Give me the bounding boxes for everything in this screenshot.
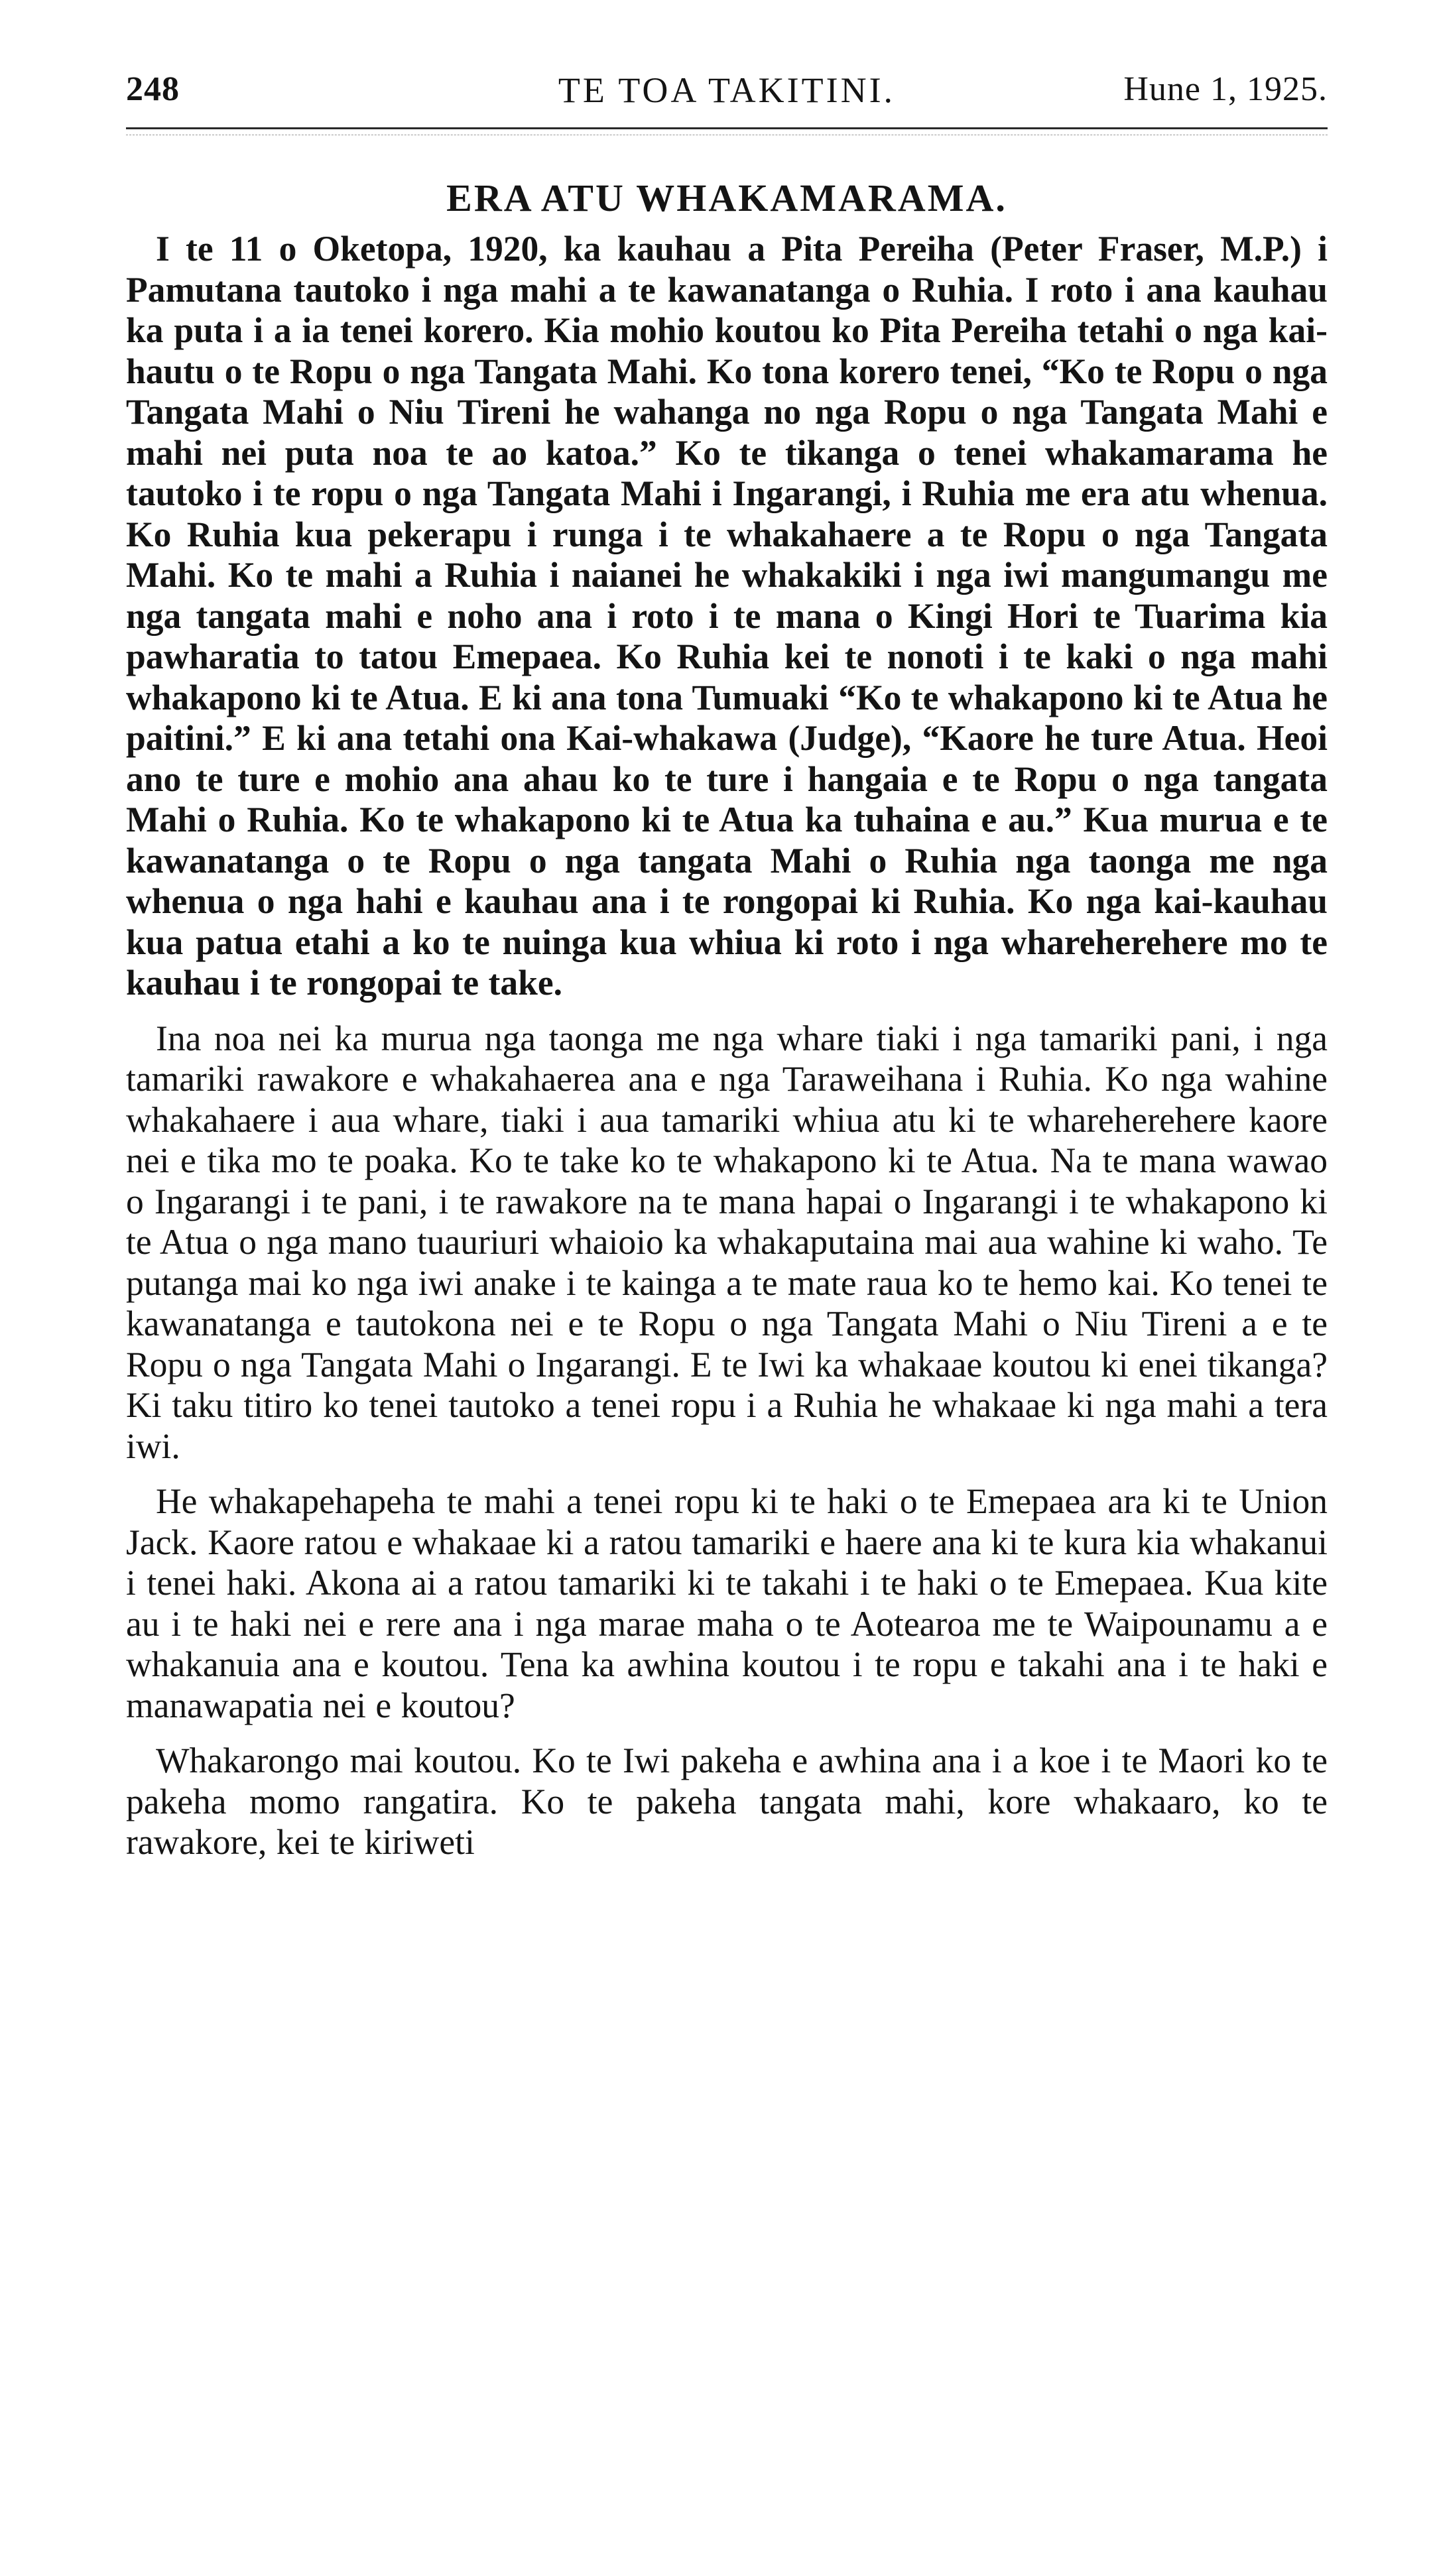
- journal-title: TE TOA TAKITINI.: [558, 70, 896, 110]
- header-rule: [126, 127, 1328, 129]
- running-header: [126, 70, 1328, 129]
- paragraph-1: I te 11 o Oketopa, 1920, ka kauhau a Pita Pereiha (Peter Fraser, M.P.) i Pamutana tautoko i nga mahi a te kawanatanga o Ruhia. I roto i ana kauhau ka puta i a ia tenei korero. Kia mohio koutou ko Pita Pereiha tetahi o nga kai-hautu o te Ropu o nga Tangata Mahi. Ko tona korero tenei, “Ko te Ropu o nga Tangata Mahi o Niu Tireni he wahanga no nga Ropu o nga Tangata Mahi e mahi nei puta noa te ao katoa.” Ko te tikanga o tenei whakamarama he tautoko i te ropu o nga Tangata Mahi i Ingarangi, i Ruhia me era atu whenua. Ko Ruhia kua pekerapu i runga i te whakahaere a te Ropu o nga Tangata Mahi. Ko te mahi a Ruhia i naianei he whakakiki i nga iwi mangumangu me nga tangata mahi e noho ana i roto i te mana o Kingi Hori te Tuarima kia pawharatia to tatou Emepaea. Ko Ruhia kei te nonoti i te kaki o nga mahi whakapono ki te Atua. E ki ana tona Tumuaki “Ko te whakapono ki te Atua he paitini.” E ki ana tetahi ona Kai-whakawa (Judge), “Kaore he ture Atua. Heoi ano te ture e mohio ana ahau ko te ture i hangaia e te Ropu o nga tangata Mahi o Ruhia. Ko te whakapono ki te Atua ka tuhaina e au.” Kua murua e te kawanatanga o te Ropu o nga tangata Mahi o Ruhia nga taonga me nga whenua o nga hahi e kauhau ana i te rongopai ki Ruhia. Ko nga kai-kauhau kua patua etahi a ko te nuinga kua whiua ki roto i nga whareherehere mo te kauhau i te rongopai te take.: [126, 229, 1328, 1003]
- paragraph-4: Whakarongo mai koutou. Ko te Iwi pakeha e awhina ana i a koe i te Maori ko te pakeha momo rangatira. Ko te pakeha tangata mahi, kore whakaaro, ko te rawakore, kei te kiriweti: [126, 1741, 1328, 1862]
- page-number: 248: [126, 70, 180, 108]
- article-title: ERA ATU WHAKAMARAMA.: [446, 176, 1007, 219]
- issue-date: Hune 1, 1925.: [1123, 70, 1328, 108]
- paragraph-2: Ina noa nei ka murua nga taonga me nga whare tiaki i nga tamariki pani, i nga tamariki rawakore e whakahaerea ana e nga Taraweihana i Ruhia. Ko nga wahine whakahaere i aua whare, tiaki i aua tamariki whiua atu ki te whareherehere kaore nei e tika mo te poaka. Ko te take ko te whakapono ki te Atua. Na te mana wawao o Ingarangi i te pani, i te rawakore na te mana hapai o Ingarangi i te whakapono ki te Atua o nga mano tuauriuri whaioio ka whakaputaina mai aua wahine ki waho. Te putanga mai ko nga iwi anake i te kainga a te mate raua ko te hemo kai. Ko tenei te kawanatanga e tautokona nei e te Ropu o nga Tangata Mahi o Niu Tireni a e te Ropu o nga Tangata Mahi o Ingarangi. E te Iwi ka whakaae koutou ki enei tikanga? Ki taku titiro ko tenei tautoko a tenei ropu i a Ruhia he whakaae ki nga mahi a tera iwi.: [126, 1018, 1328, 1466]
- article-body: [126, 229, 1328, 1863]
- paragraph-3: He whakapehapeha te mahi a tenei ropu ki te haki o te Emepaea ara ki te Union Jack. Kaore ratou e whakaae ki a ratou tamariki e haere ana ki te kura kia whakanui i tenei haki. Akona ai a ratou tamariki ki te takahi i te haki o te Emepaea. Kua kite au i te haki nei e rere ana i nga marae maha o te Aotearoa me te Waipounamu a e whakanuia ana e koutou. Tena ka awhina koutou i te ropu e takahi ana i te haki e manawapatia nei e koutou?: [126, 1481, 1328, 1725]
